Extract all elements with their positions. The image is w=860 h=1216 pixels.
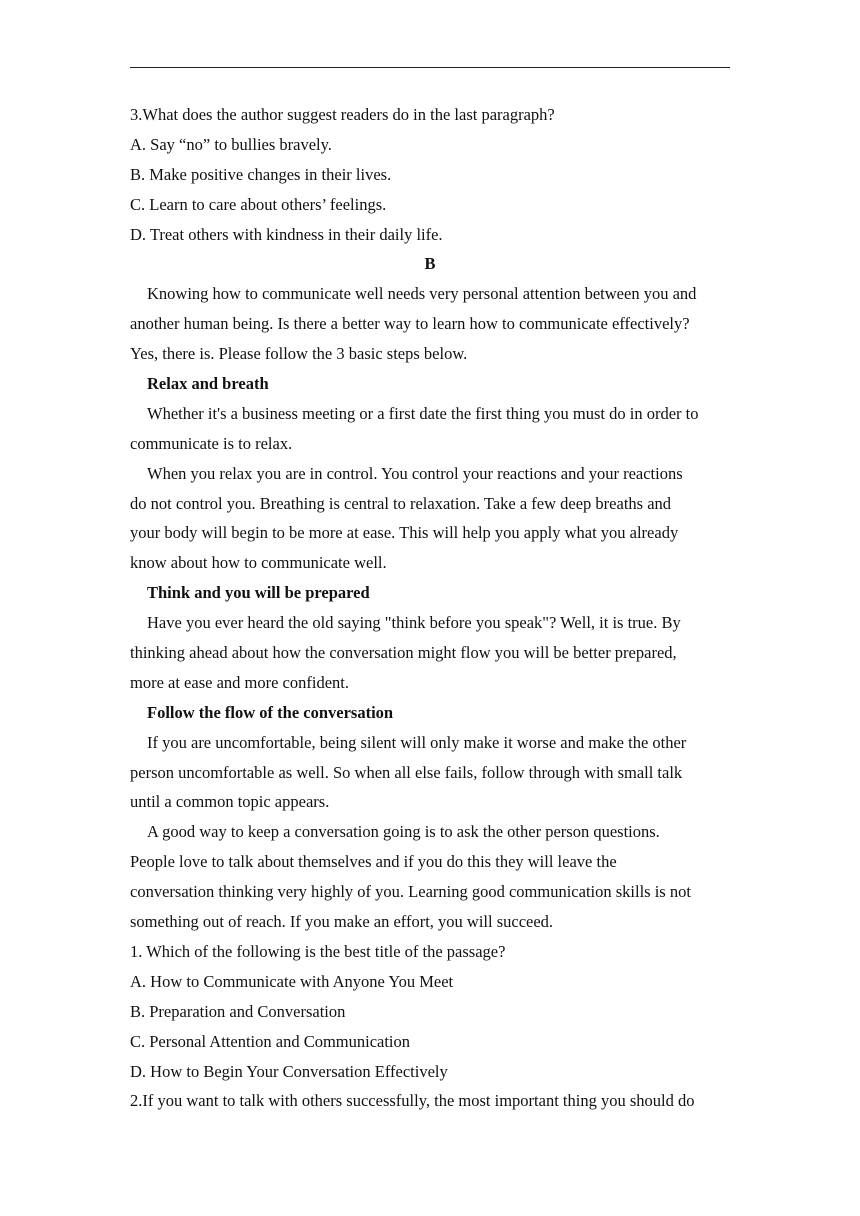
paragraph [130, 608, 730, 698]
paragraph [130, 399, 730, 459]
option-d: D. How to Begin Your Conversation Effectively [130, 1061, 448, 1081]
question-text: 2.If you want to talk with others successfully, the most important thing you should do [130, 1091, 695, 1111]
question-2 [130, 1086, 730, 1116]
section-heading: B [424, 254, 436, 274]
option-c: C. Personal Attention and Communication [130, 1031, 411, 1051]
step-heading: Follow the flow of the conversation [147, 702, 394, 722]
paragraph [130, 817, 730, 937]
text-line: If you are uncomfortable, being silent will only make it worse and make the other [147, 732, 687, 752]
option-a: A. How to Communicate with Anyone You Meet [130, 971, 454, 991]
text-line: know about how to communicate well. [130, 553, 387, 573]
text-line: do not control you. Breathing is central to relaxation. Take a few deep breaths and [130, 493, 672, 513]
intro-paragraph [130, 279, 730, 369]
option-b: B. Make positive changes in their lives. [130, 164, 392, 184]
text-line: communicate is to relax. [130, 433, 293, 453]
question-text: 3.What does the author suggest readers do in the last paragraph? [130, 105, 555, 124]
text-line: A good way to keep a conversation going is to ask the other person questions. [147, 822, 660, 842]
text-line: conversation thinking very highly of you. Learning good communication skills is not [130, 882, 691, 902]
option-c: C. Learn to care about others’ feelings. [130, 194, 387, 214]
document-body [130, 100, 730, 1116]
text-line: your body will begin to be more at ease. This will help you apply what you already [130, 523, 679, 543]
text-line: Yes, there is. Please follow the 3 basic steps below. [130, 344, 468, 364]
header-rule [130, 67, 730, 68]
text-line: People love to talk about themselves and if you do this they will leave the [130, 852, 617, 872]
text-line: another human being. Is there a better way to learn how to communicate effectively? [130, 314, 690, 334]
option-b: B. Preparation and Conversation [130, 1001, 346, 1021]
text-line: more at ease and more confident. [130, 672, 349, 692]
text-line: until a common topic appears. [130, 792, 330, 812]
question-1 [130, 937, 730, 1086]
question-text: 1. Which of the following is the best title of the passage? [130, 941, 506, 961]
question-3 [130, 100, 730, 249]
step-heading: Think and you will be prepared [147, 583, 370, 603]
text-line: something out of reach. If you make an effort, you will succeed. [130, 912, 554, 932]
text-line: When you relax you are in control. You control your reactions and your reactions [147, 463, 683, 483]
step-heading: Relax and breath [147, 374, 269, 394]
text-line: Knowing how to communicate well needs very personal attention between you and [147, 284, 697, 304]
paragraph [130, 728, 730, 818]
text-line: thinking ahead about how the conversation might flow you will be better prepared, [130, 643, 677, 663]
option-a: A. Say “no” to bullies bravely. [130, 134, 332, 154]
option-d: D. Treat others with kindness in their daily life. [130, 224, 443, 244]
text-line: Whether it's a business meeting or a first date the first thing you must do in order to [147, 403, 699, 423]
text-line: person uncomfortable as well. So when all else fails, follow through with small talk [130, 762, 683, 782]
paragraph [130, 459, 730, 579]
text-line: Have you ever heard the old saying "think before you speak"? Well, it is true. By [147, 613, 681, 633]
